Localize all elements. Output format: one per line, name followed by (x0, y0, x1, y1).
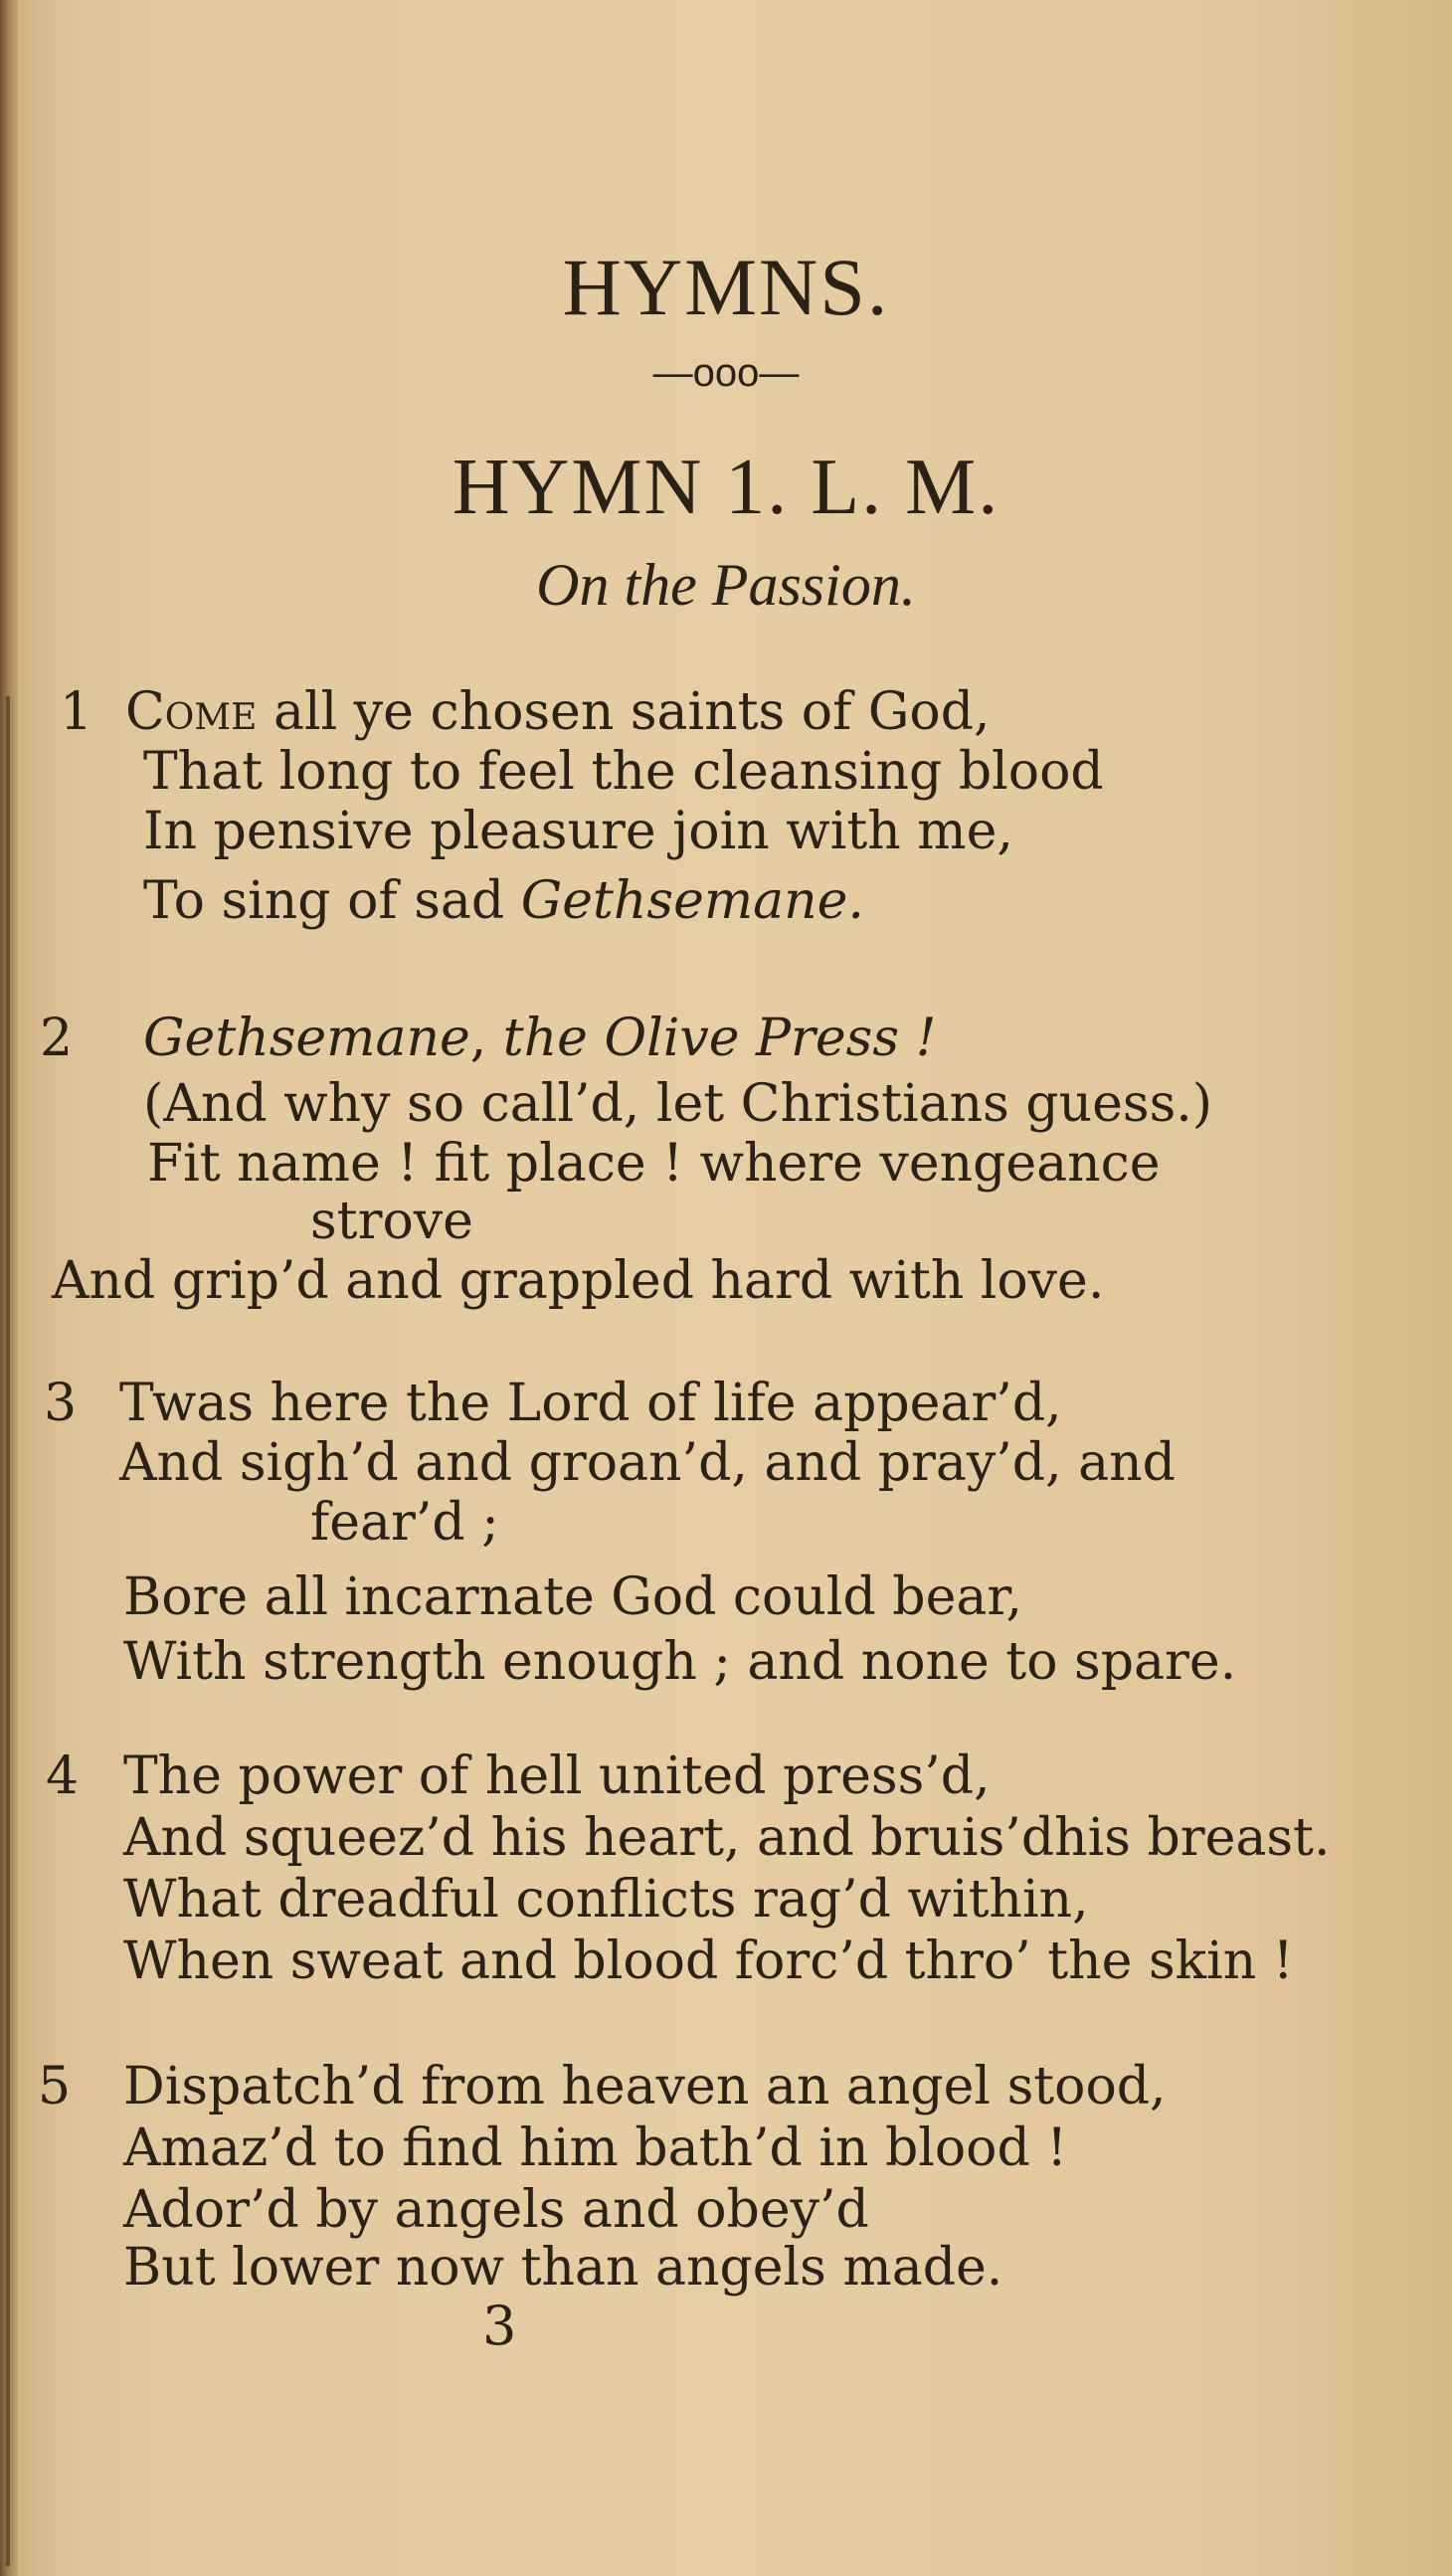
verse-line: Twas here the Lord of life appear’d, (119, 1374, 1062, 1433)
verse-line: fear’d ; (310, 1493, 499, 1553)
verse-line: When sweat and blood forc’d thro’ the skin ! (123, 1932, 1294, 1991)
verse-line: Dispatch’d from heaven an angel stood, (123, 2057, 1167, 2116)
hymn-heading: HYMN 1. L. M. (452, 444, 1000, 531)
verse-line: Amaz’d to find him bath’d in blood ! (123, 2118, 1068, 2178)
verse-line: In pensive pleasure join with me, (143, 802, 1013, 861)
verse-line: Ador’d by angels and obey’d (123, 2180, 869, 2240)
verse-line: The power of hell united press’d, (123, 1747, 991, 1806)
verse-line: (And why so call’d, let Christians guess.) (143, 1074, 1213, 1134)
verse-line: And squeez’d his heart, and bruis’dhis breast. (123, 1808, 1331, 1868)
verse-number: 1 (60, 682, 93, 742)
verse-line: That long to feel the cleansing blood (143, 742, 1104, 802)
verse-line: To sing of sad Gethsemane. (143, 871, 864, 931)
verse-line: But lower now than angels made. (123, 2238, 1003, 2298)
verse-line: Fit name ! fit place ! where vengeance (147, 1134, 1161, 1194)
verse-line: Come all ye chosen saints of God, (125, 682, 991, 742)
verse-number: 4 (46, 1747, 80, 1806)
ornament-divider: —ooo— (652, 351, 800, 395)
verse-line: strove (310, 1192, 473, 1251)
verse-line: What dreadful conflicts rag’d within, (123, 1870, 1089, 1930)
verse-number: 2 (40, 1009, 74, 1068)
verse-line: And grip’d and grappled hard with love. (52, 1251, 1105, 1311)
verse-number: 3 (44, 1374, 78, 1433)
hymn-subtitle: On the Passion. (536, 552, 916, 618)
verse-line: With strength enough ; and none to spare. (123, 1632, 1237, 1692)
verse-line: And sigh’d and groan’d, and pray’d, and (119, 1433, 1176, 1493)
verse-line: Bore all incarnate God could bear, (123, 1567, 1023, 1627)
verse-line: Gethsemane, the Olive Press ! (143, 1009, 937, 1068)
page-title: HYMNS. (562, 242, 890, 332)
verse-number: 5 (38, 2057, 72, 2116)
page-number: 3 (482, 2295, 517, 2357)
